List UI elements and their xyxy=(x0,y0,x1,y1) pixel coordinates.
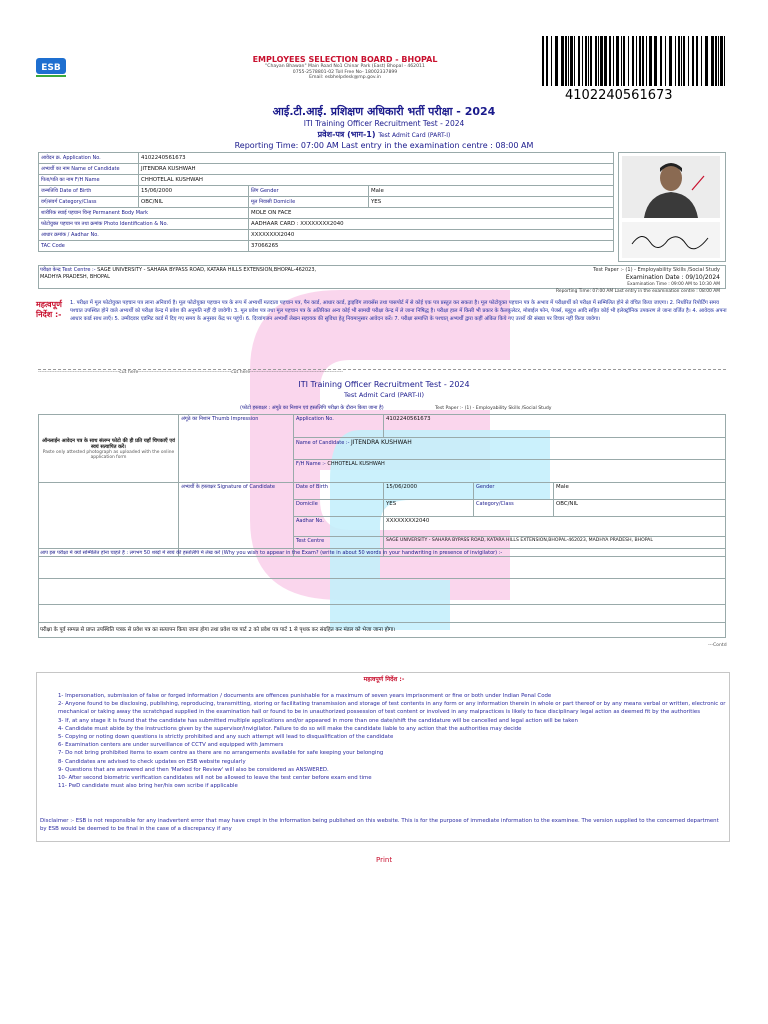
barcode-bar xyxy=(632,36,634,86)
p2-dob-value: 15/06/2000 xyxy=(384,483,474,500)
thumb-impression-box xyxy=(179,415,294,483)
part2-paper: Test Paper :- (1) - Employability Skills /Social Study xyxy=(435,406,552,411)
p2-app-no-value: 4102240561673 xyxy=(384,415,726,438)
barcode-bar xyxy=(720,36,723,86)
barcode-bar xyxy=(636,36,637,86)
esb-logo xyxy=(36,58,66,78)
father-value: CHHOTELAL KUSHWAH xyxy=(139,175,614,186)
test-centre-value: SAGE UNIVERSITY - SAHARA BYPASS ROAD, KATARA HILLS EXTENSION,BHOPAL-462023, MADHYA PRADESH, BHOPAL xyxy=(40,267,317,280)
list-item: 2- Anyone found to be disclosing, publishing, reproducing, transmitting, storing or facilitating transmission and storage of test contents in any form or any information therein in whole or part thereof or by any means verbal or written, electronic or mechanical or taking away the scratchpad supplied in the examination hall or found to be in unauthorized possession of test content or involved in any malpractices is likely to face disciplinary legal action as deemed fit by the authorities xyxy=(58,701,726,716)
logo-text: ESB xyxy=(41,63,61,73)
header-block xyxy=(250,55,440,81)
barcode-bar xyxy=(711,36,714,86)
barcode-bar xyxy=(701,36,702,86)
print-link[interactable]: Print xyxy=(376,856,393,864)
signature-box xyxy=(179,483,294,557)
important-label xyxy=(36,300,62,321)
p2-fh xyxy=(294,460,726,483)
barcode-bar xyxy=(600,36,603,86)
table-row xyxy=(39,164,614,175)
exam-time: Examination Time : 09:00 AM to 10:30 AM xyxy=(627,282,720,288)
barcode-bar xyxy=(692,36,694,86)
aadhar-label: आधार क्रमांक / Aadhar No. xyxy=(39,230,249,241)
table-row xyxy=(39,153,614,164)
essay-line xyxy=(38,578,726,579)
p2-category-label: Category/Class xyxy=(474,500,554,517)
barcode-bar xyxy=(642,36,644,86)
contd-label: ---Contd xyxy=(708,643,727,648)
table-row xyxy=(39,186,614,197)
english-title: ITI Training Officer Recruitment Test - 2024 xyxy=(303,119,465,128)
mark-value: MOLE ON FACE xyxy=(249,208,614,219)
candidate-details-table xyxy=(38,152,614,252)
table-row xyxy=(39,415,726,438)
part2-subtitle: Test Admit Card (PART-II) xyxy=(344,391,424,399)
sign-label: अभ्यर्थी के हस्ताक्षर Signature of Candidate xyxy=(181,484,275,490)
barcode-number: 4102240561673 xyxy=(565,88,673,103)
barcode-bar xyxy=(609,36,611,86)
app-no-label: आवेदन क्र. Application No. xyxy=(39,153,139,164)
list-item: 7- Do not bring prohibited items to exam centre as there are no arrangements available for safe keeping your belonging xyxy=(58,750,384,757)
p2-app-no-label: Application No. xyxy=(294,415,384,438)
barcode-bar xyxy=(649,36,652,86)
p2-domicile-value: YES xyxy=(384,500,474,517)
candidate-signature xyxy=(622,222,720,258)
barcode-bar xyxy=(715,36,717,86)
part2-table xyxy=(38,414,726,557)
address-line-2: 0755-2578801-02 Toll Free No- 18002337899 xyxy=(292,69,398,75)
barcode-bar xyxy=(582,36,583,86)
barcode-bar xyxy=(565,36,567,86)
table-row xyxy=(39,483,726,500)
barcode-bar xyxy=(665,36,666,86)
barcode-bar xyxy=(669,36,672,86)
gender-value: Male xyxy=(369,186,614,197)
barcode-bar xyxy=(561,36,564,86)
part-separation-note: परीक्षा के पूर्व सम्पन्न से प्राप्त उपस्थिति पत्रक से प्रवेश पत्र का सत्यापन किया जाना होगा तथा प्रवेश पत्र पार्ट 2 को प्रवेश पत्र पार्ट 1 से पृथक कर संग्रहित कर मंडल को भेजा जाना होगा। xyxy=(40,627,396,633)
father-label: पिता/पति का नाम F/H Name xyxy=(39,175,139,186)
barcode-bar xyxy=(621,36,622,86)
cut-line: -------------------------------------------------cut here--------------------------------------------------------cut here-------------------------------------------------------- xyxy=(38,369,726,375)
photo-paste-eng: Paste only attested photograph as uploaded with the online application form xyxy=(42,449,175,460)
p2-name xyxy=(294,437,726,460)
barcode-bar xyxy=(688,36,689,86)
exam-date: Examination Date : 09/10/2024 xyxy=(625,274,720,281)
dob-value: 15/06/2000 xyxy=(139,186,249,197)
list-item: 4- Candidate must abide by the instructions given by the supervisor/invigilator. Failure to do so will make the candidate liable to any action that the authorities may decide xyxy=(58,725,522,732)
name-value: JITENDRA KUSHWAH xyxy=(139,164,614,175)
reporting-time: Reporting Time: 07:00 AM Last entry in the examination centre : 08:00 AM xyxy=(234,141,534,150)
barcode-bar xyxy=(613,36,614,86)
barcode-bar xyxy=(588,36,589,86)
important-label-line1: महत्वपूर्ण xyxy=(36,300,62,309)
barcode-bar xyxy=(681,36,682,86)
p2-centre-label: Test Centre xyxy=(294,537,384,557)
important-instructions: 1. परीक्षा में मूल फोटोयुक्त पहचान पत्र लाना अनिवार्य है। मूल फोटोयुक्त पहचान पत्र के रूप में अभ्यर्थी मतदाता पहचान पत्र, पैन कार्ड, आधार कार्ड, ड्राइविंग लायसेंस तथा पासपोर्ट में से कोई एक पत्र प्रस्तुत कर सकता है। मूल फोटोयुक्त पहचान पत्र के अभाव में परीक्षार्थी को परीक्षा में सम्मिलित होने से वंचित किया जाएगा। 2. निर्धारित रिपोर्टिंग समय पश्चात उपस्थित होने वाले अभ्यर्थी को परीक्षा केन्द्र में प्रवेश की अनुमति नहीं दी जावेगी। 3. मूल प्रवेश पत्र तथा मूल पहचान पत्र के अतिरिक्त अन्य कोई भी सामग्री परीक्षा केन्द्र में ले जाना निषिद्ध है। परीक्षा हाल में किसी भी प्रकार के कैलकुलेटर, मोबाईल फोन, पेजर्स, ब्लूटूथ आदि सहित कोई भी इलेक्ट्रॉनिक उपकरण ले जाना वर्जित है। 4. आवेदक अपना आधार कार्ड साथ लाएँ। 5. उम्मीदवार एडमिट कार्ड में दिए गए समय के अनुसार केंद्र पर पहुंचें। 6. दिव्यांगजन अभ्यर्थी लेखन सहायक की सुविधा हेतु नियमानुसार आवेदन करें। 7. परीक्षा समाप्ति के पश्चात् अभ्यर्थी द्वारा कहीं अंकित किये गए उत्तरों की संख्या पर विचार नहीं किया जावेगा। xyxy=(70,300,727,322)
photo-paste-box xyxy=(39,415,179,483)
barcode-bar xyxy=(595,36,597,86)
barcode-bar xyxy=(551,36,552,86)
address-line-3: Email: esbhelpdesk@mp.gov.in xyxy=(309,75,381,81)
test-centre-label: परीक्षा केन्द्र Test Centre :- xyxy=(40,267,96,273)
p2-fh-value: CHHOTELAL KUSHWAH xyxy=(327,461,385,468)
p2-dob-label: Date of Birth xyxy=(294,483,384,500)
org-name: EMPLOYEES SELECTION BOARD - BHOPAL xyxy=(252,55,438,64)
table-row xyxy=(39,175,614,186)
barcode-bar xyxy=(639,36,641,86)
aadhar-value: XXXXXXXX2040 xyxy=(249,230,614,241)
list-item: 8- Candidates are advised to check updates on ESB website regularly xyxy=(58,758,246,765)
photo-paste-hindi: ऑनलाईन आवेदन पत्र के साथ संलग्न फोटो की ही प्रति यहाँ चिपकाएँ एवं स्वयं सत्यापित करें। xyxy=(42,437,175,450)
barcode-bar xyxy=(724,36,725,86)
essay-line xyxy=(38,622,726,623)
tac-label: TAC Code xyxy=(39,241,249,252)
p2-gender-value: Male xyxy=(554,483,726,500)
table-row xyxy=(39,230,614,241)
tac-value: 37066265 xyxy=(249,241,614,252)
part2-note: (फोटो हस्ताक्षर : अंगूठे का निशान एवं हस्तलिपि परीक्षा के दौरान किया जाना है) xyxy=(240,405,384,411)
barcode-bar xyxy=(570,36,573,86)
barcode-bar xyxy=(660,36,662,86)
p2-aadhar-label: Aadhar No. xyxy=(294,517,384,537)
dob-label: जन्मतिथि Date of Birth xyxy=(39,186,139,197)
barcode-bar xyxy=(568,36,569,86)
address-line-1: "Chayan Bhawan" Main Road No1 Chinar Park (East) Bhopal - 462011 xyxy=(265,64,425,69)
barcode-bar xyxy=(542,36,544,86)
barcode-bar xyxy=(604,36,607,86)
barcode-bar xyxy=(718,36,719,86)
essay-line xyxy=(38,604,726,605)
list-item: 10- After second biometric verification candidates will not be allowed to leave the test center before exam end time xyxy=(58,775,372,782)
instructions-title: महत्वपूर्ण निर्देश :- xyxy=(363,676,405,683)
table-row xyxy=(39,241,614,252)
barcode-bar xyxy=(623,36,625,86)
category-label: वर्ग/संवर्ग Category/Class xyxy=(39,197,139,208)
mark-label: शारीरिक स्थाई पहचान चिन्ह Permanent Body Mark xyxy=(39,208,249,219)
list-item: 11- PwD candidate must also bring her/his own scribe if applicable xyxy=(58,783,238,790)
barcode-bar xyxy=(654,36,657,86)
photo-paste-continued xyxy=(39,483,179,557)
photo-id-value: AADHAAR CARD : XXXXXXXX2040 xyxy=(249,219,614,230)
table-row xyxy=(39,219,614,230)
hindi-title: आई.टी.आई. प्रशिक्षण अधिकारी भर्ती परीक्षा - 2024 xyxy=(272,105,496,118)
p2-centre-value: SAGE UNIVERSITY - SAHARA BYPASS ROAD, KATARA HILLS EXTENSION,BHOPAL-462023, MADHYA PRADESH, BHOPAL xyxy=(384,537,726,557)
barcode-bar xyxy=(598,36,599,86)
reporting-line: Reporting Time: 07:00 AM Last entry in the examination centre : 08:00 AM xyxy=(556,288,720,294)
app-no-value: 4102240561673 xyxy=(139,153,614,164)
p2-fh-label: F/H Name :- xyxy=(296,461,326,468)
barcode-bar xyxy=(585,36,587,86)
table-row xyxy=(39,197,614,208)
name-label: अभ्यर्थी का नाम Name of Candidate xyxy=(39,164,139,175)
barcode-bar xyxy=(578,36,580,86)
category-value: OBC/NIL xyxy=(139,197,249,208)
barcode-bar xyxy=(705,36,708,86)
p2-category-value: OBC/NIL xyxy=(554,500,726,517)
exam-schedule xyxy=(420,267,720,295)
p2-aadhar-value: XXXXXXXX2040 xyxy=(384,517,726,537)
instructions-list xyxy=(58,692,726,790)
list-item: 6- Examination centers are under surveillance of CCTV and equipped with Jammers xyxy=(58,742,284,749)
barcode-bar xyxy=(683,36,685,86)
barcode-bar xyxy=(616,36,619,86)
p2-domicile-label: Domicile xyxy=(294,500,384,517)
p2-gender-label: Gender xyxy=(474,483,554,500)
barcode-bar xyxy=(574,36,575,86)
list-item: 9- Questions that are answered and then 'Marked for Review' will also be considered as ANSWERED. xyxy=(58,766,329,773)
candidate-photo xyxy=(622,156,720,218)
table-row xyxy=(39,208,614,219)
domicile-value: YES xyxy=(369,197,614,208)
p2-name-value: JITENDRA KUSHWAH xyxy=(350,438,412,446)
essay-question: आप इस परीक्षा में क्यों सम्मिलित होना चाहते हैं : लगभग 50 शब्दों में स्वयं की हस्तलिपि में लेख करें (Why you wish to appear in the Exam? (write in about 50 words in your handwriting in presence of invigilator) :- xyxy=(40,550,503,556)
barcode xyxy=(540,36,730,90)
barcode-bar xyxy=(628,36,629,86)
barcode-bar xyxy=(646,36,647,86)
list-item: 3- If, at any stage it is found that the candidate has submitted multiple applications and/or appeared in more than one date/shift the candidature will be cancelled and legal action will be taken xyxy=(58,717,578,724)
p2-name-label: Name of Candidate :- xyxy=(296,439,350,446)
part2-title: ITI Training Officer Recruitment Test - 2024 xyxy=(298,380,470,389)
admit-hindi: प्रवेश-पत्र (भाग-1) xyxy=(317,130,376,139)
domicile-label: मूल निवासी Domicile xyxy=(249,197,369,208)
disclaimer: Disclaimer :- ESB is not responsible for any inadvertent error that may have crept in the information being published on this website. This is for the purpose of immediate information to the examinee. The version supplied to the concerned department by ESB would be deemed to be final in the case of a discrepancy if any xyxy=(40,818,719,833)
test-centre xyxy=(40,267,330,280)
admit-english: Test Admit Card (PART-I) xyxy=(378,132,451,139)
photo-id-label: फोटोयुक्त पहचान पत्र तथा क्रमांक Photo Identification & No. xyxy=(39,219,249,230)
thumb-label: अंगूठे का निशान Thumb Impression xyxy=(181,416,259,422)
barcode-bar xyxy=(675,36,676,86)
barcode-bar xyxy=(555,36,558,86)
important-label-line2: निर्देश :- xyxy=(36,310,62,320)
barcode-bar xyxy=(590,36,592,86)
barcode-bar xyxy=(546,36,548,86)
gender-label: लिंग Gender xyxy=(249,186,369,197)
test-paper: Test Paper :- (1) - Employability Skills /Social Study xyxy=(593,267,720,273)
barcode-bar xyxy=(696,36,698,86)
list-item: 1- Impersonation, submission of false or forged information / documents are offences punishable for a maximum of seven years imprisonment or fine or both under Indian Penal Code xyxy=(58,693,552,699)
admit-card-title xyxy=(0,129,768,140)
list-item: 5- Copying or noting down questions is strictly prohibited and any such attempt will lead to disqualification of the candidate xyxy=(58,734,394,741)
barcode-bar xyxy=(678,36,680,86)
